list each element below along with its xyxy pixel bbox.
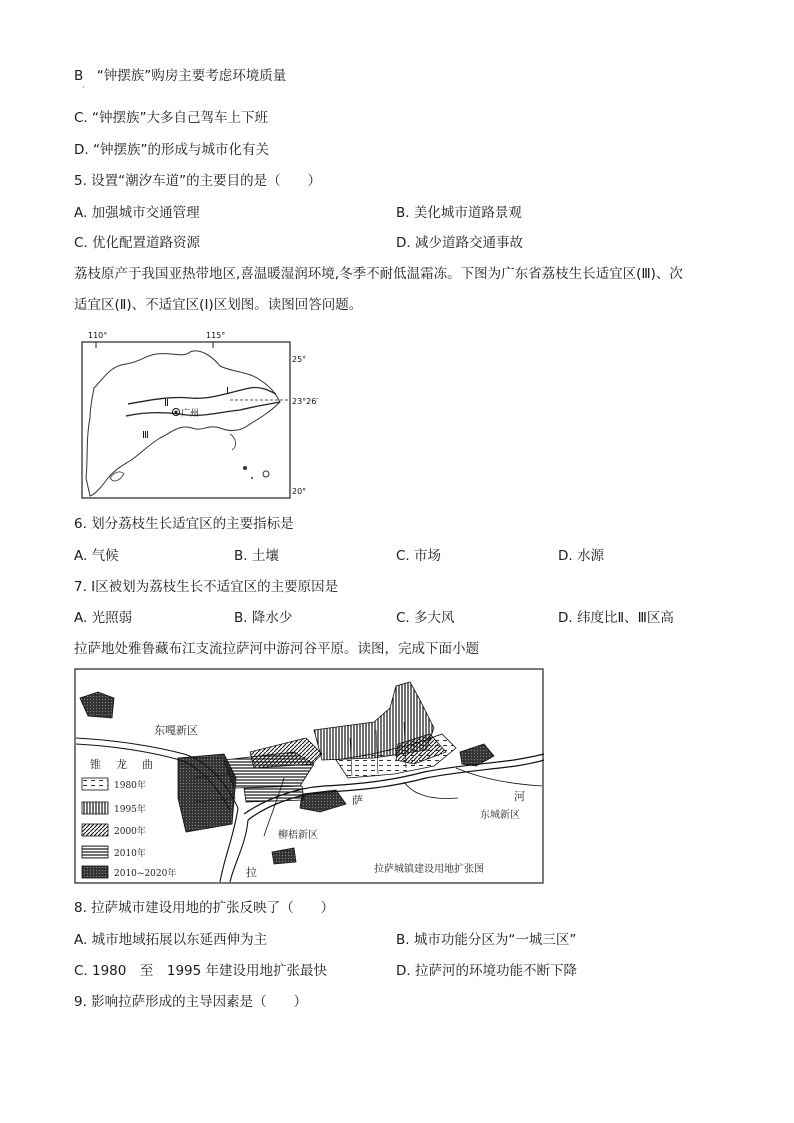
q4-option-d: D. “钟摆族”的形成与城市化有关 xyxy=(74,142,269,158)
q5-option-b: B. 美化城市道路景观 xyxy=(396,205,522,221)
zhui-label: 锥 xyxy=(90,758,101,771)
lat-20-label: 20° xyxy=(292,487,307,496)
q7-option-c: C. 多大风 xyxy=(396,610,455,626)
q8-option-d: D. 拉萨河的环境功能不断下降 xyxy=(396,963,577,979)
long-label: 龙 xyxy=(116,758,127,771)
q5-stem: 5. 设置“潮汐车道”的主要目的是（ ） xyxy=(74,173,322,189)
q4-option-b: B “钟摆族”购房主要考虑环境质量 xyxy=(74,68,287,84)
dongga-new-district-label: 东嘎新区 xyxy=(154,724,198,737)
q8-option-a: A. 城市地域拓展以东延西伸为主 xyxy=(74,932,268,948)
la-char-label: 拉 xyxy=(246,866,257,879)
q5-option-a: A. 加强城市交通管理 xyxy=(74,205,200,221)
q6-stem: 6. 划分荔枝生长适宜区的主要指标是 xyxy=(74,516,294,532)
q8-option-b: B. 城市功能分区为“一城三区” xyxy=(396,932,577,948)
q8-option-c: C. 1980 至 1995 年建设用地扩张最快 xyxy=(74,963,328,979)
lychee-intro-line1: 荔枝原产于我国亚热带地区,喜温暖湿润环境,冬季不耐低温霜冻。下图为广东省荔枝生长适宜区(Ⅲ)、次 xyxy=(74,266,683,282)
legend-2010: 2010年 xyxy=(114,849,146,859)
map-title: 拉萨城镇建设用地扩张图 xyxy=(374,864,484,875)
legend-2000: 2000年 xyxy=(114,827,146,837)
lychee-intro-line2: 适宜区(Ⅱ)、不适宜区(Ⅰ)区划图。读图回答问题。 xyxy=(74,297,363,313)
q7-option-b: B. 降水少 xyxy=(234,610,293,626)
dongcheng-new-district-label: 东城新区 xyxy=(480,810,520,821)
lat-23-label: 23°26′ xyxy=(292,397,319,406)
q7-stem: 7. Ⅰ区被划为荔枝生长不适宜区的主要原因是 xyxy=(74,579,339,595)
legend-1995: 1995年 xyxy=(114,805,146,815)
sa-char-label: 萨 xyxy=(352,794,363,807)
river-char-label: 河 xyxy=(514,790,525,803)
q9-stem: 9. 影响拉萨形成的主导因素是（ ） xyxy=(74,994,308,1010)
q6-option-c: C. 市场 xyxy=(396,548,442,564)
lhasa-intro: 拉萨地处雅鲁藏布江支流拉萨河中游河谷平原。读图，完成下面小题 xyxy=(74,641,479,657)
q7-option-a: A. 光照弱 xyxy=(74,610,133,626)
q6-option-a: A. 气候 xyxy=(74,548,119,564)
q7-option-d: D. 纬度比Ⅱ、Ⅲ区高 xyxy=(558,610,674,626)
q5-option-d: D. 减少道路交通事故 xyxy=(396,235,523,251)
lhasa-expansion-map xyxy=(74,668,546,886)
zone-2-label: Ⅱ xyxy=(164,398,169,409)
legend-2010-2020: 2010~2020年 xyxy=(114,869,177,879)
zone-1-label: Ⅰ xyxy=(226,386,229,397)
q5-option-c: C. 优化配置道路资源 xyxy=(74,235,201,251)
liuwu-new-district-label: 柳梧新区 xyxy=(278,830,318,841)
q6-option-b: B. 土壤 xyxy=(234,548,279,564)
guangdong-lychee-map xyxy=(80,328,320,502)
legend-1980: 1980年 xyxy=(114,781,146,791)
qu-label: 曲 xyxy=(142,758,153,771)
guangzhou-label: 广州 xyxy=(181,409,200,419)
lon-115-label: 115° xyxy=(206,331,226,340)
q8-stem: 8. 拉萨城市建设用地的扩张反映了（ ） xyxy=(74,900,335,916)
zone-3-label: Ⅲ xyxy=(142,430,149,441)
q4-option-c: C. “钟摆族”大多自己驾车上下班 xyxy=(74,110,268,126)
stray-dot: · xyxy=(82,83,85,92)
lat-25-label: 25° xyxy=(292,355,307,364)
q6-option-d: D. 水源 xyxy=(558,548,604,564)
lon-110-label: 110° xyxy=(88,331,108,340)
